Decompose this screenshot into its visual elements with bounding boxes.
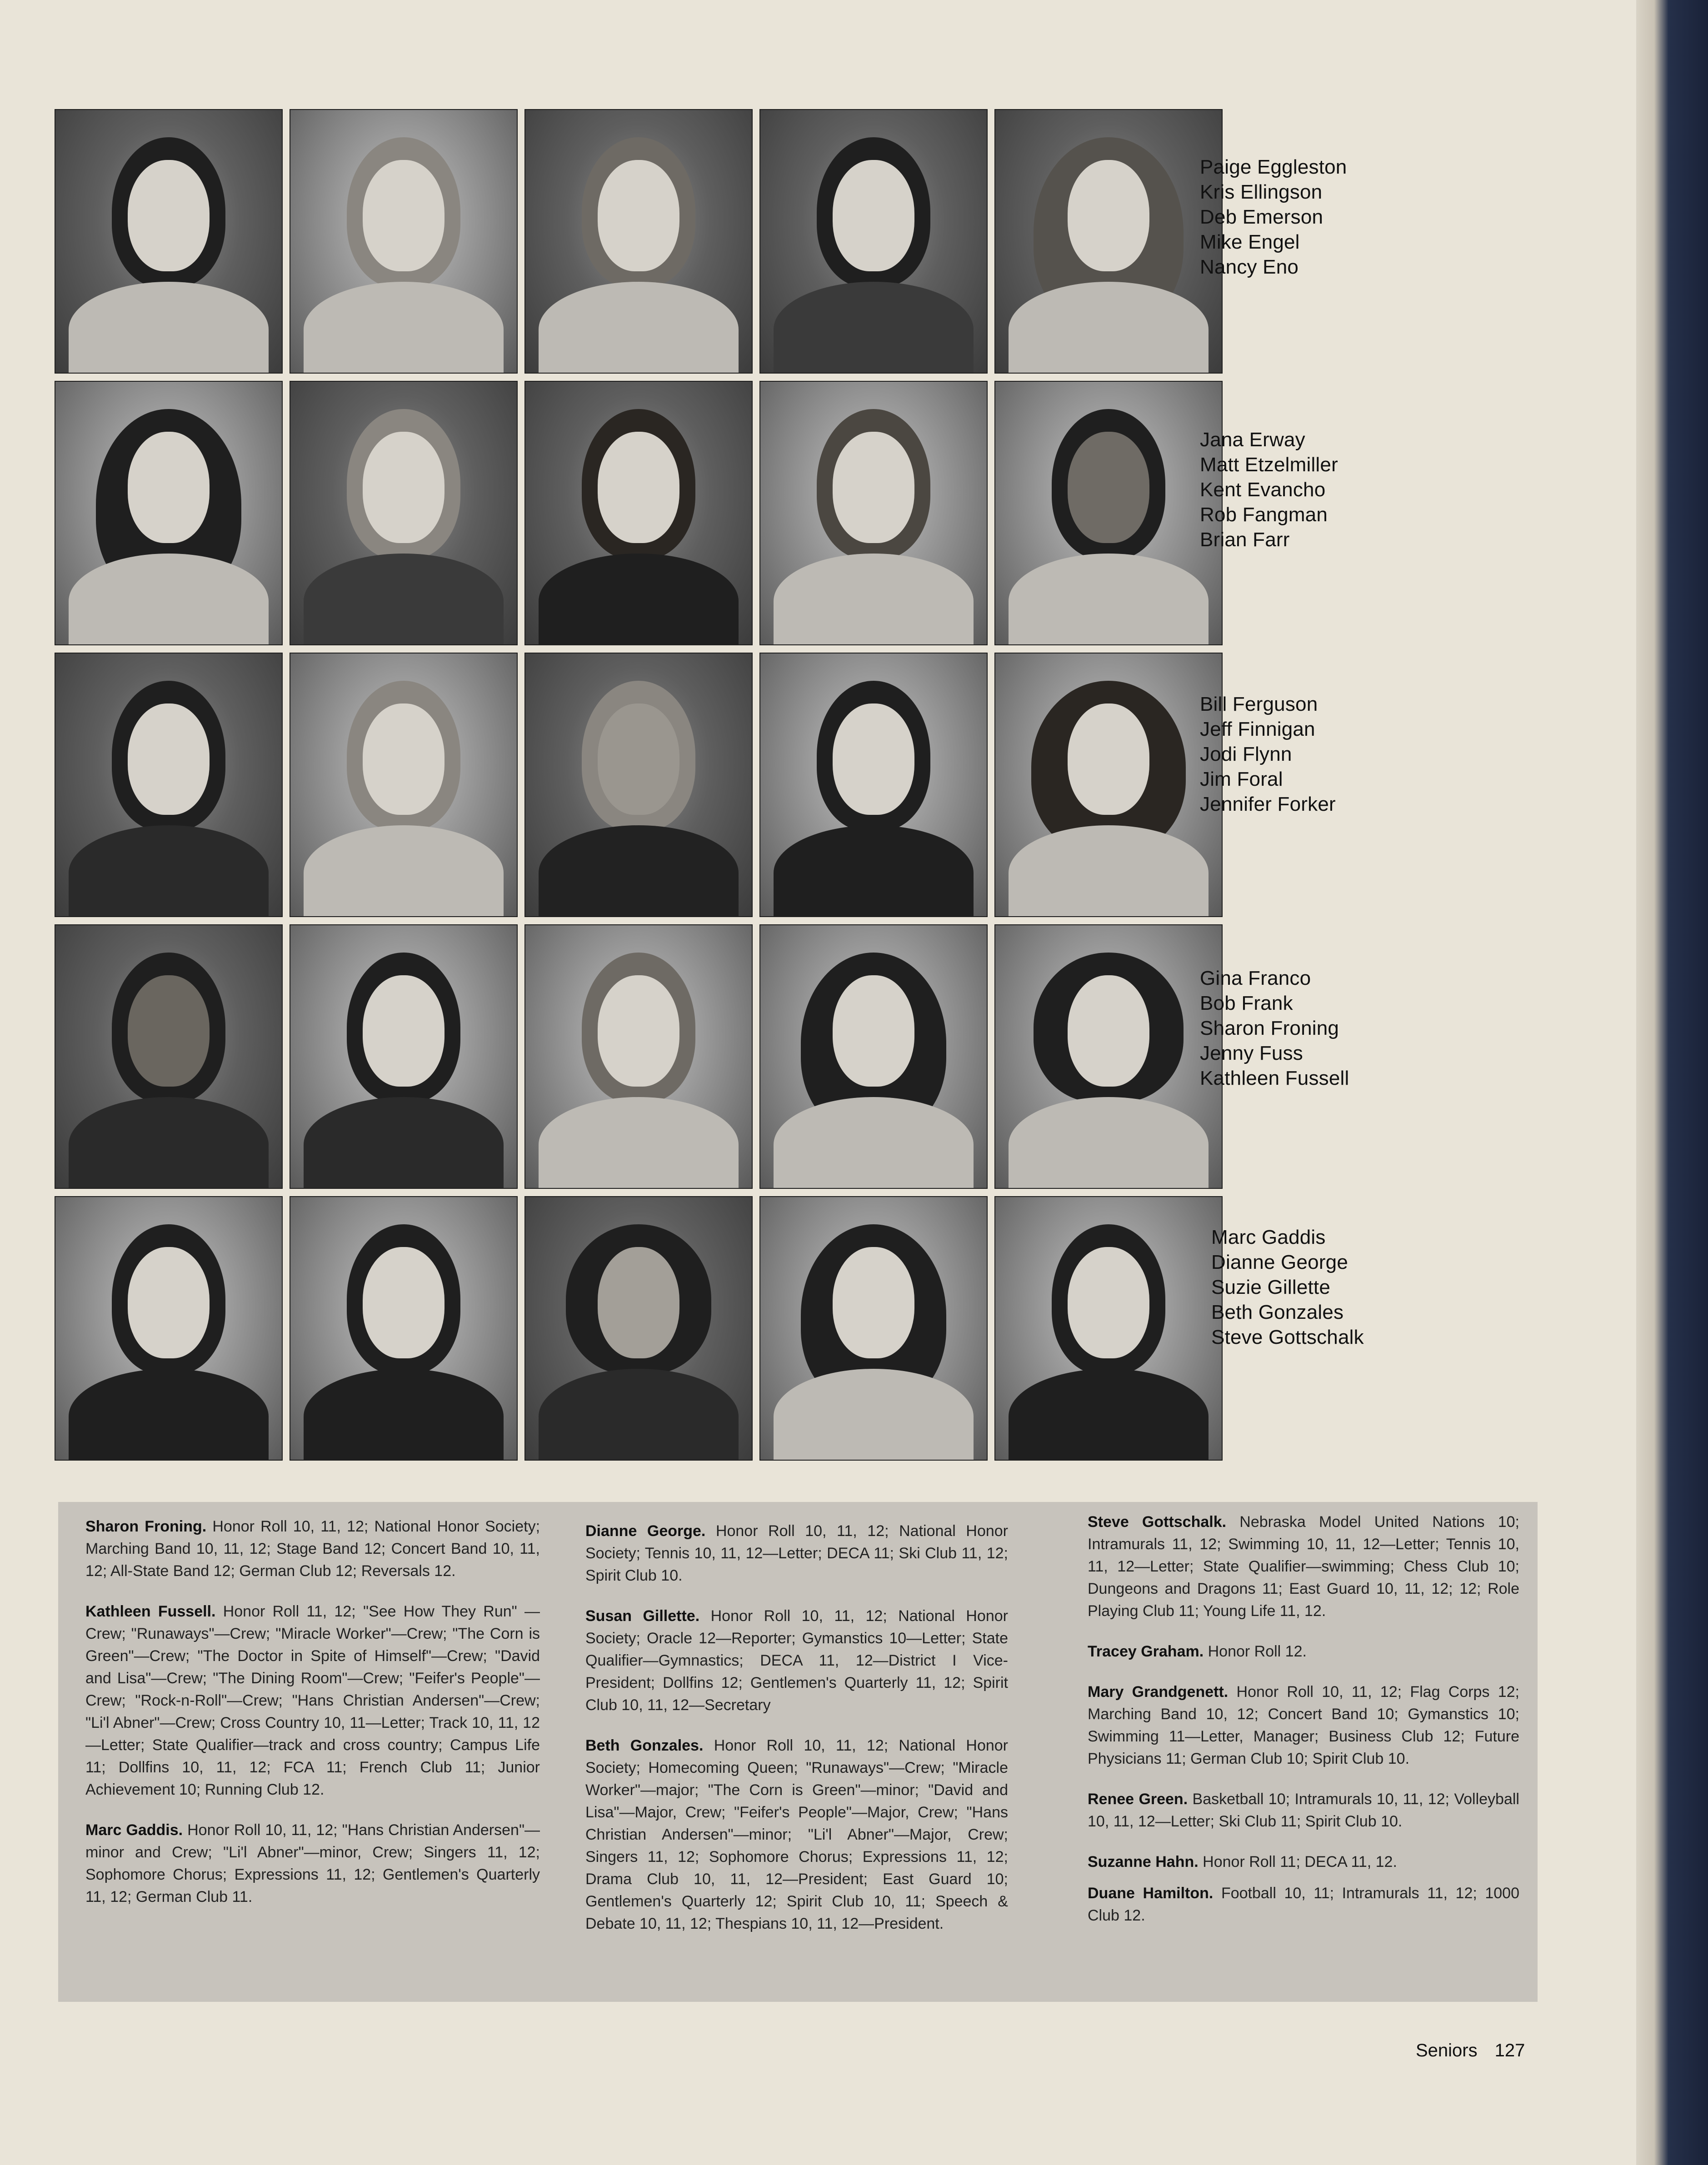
student-name: Kent Evancho [1200,479,1326,501]
bio-text: Honor Roll 10, 11, 12; National Honor Society; Tennis 10, 11, 12—Letter; DECA 11; Ski Club 11, 12; Spirit Club 10. [585,1522,1008,1584]
name-list [1200,692,1436,817]
student-name: Bill Ferguson [1200,693,1318,715]
name-list [1200,155,1436,279]
student-name: Marc Gaddis [1211,1226,1326,1248]
bio-entry [585,1605,1008,1716]
student-name: Gina Franco [1200,967,1311,989]
bio-entry [585,1735,1008,1935]
portrait-photo [524,653,753,917]
portrait-photo [759,653,988,917]
bio-text: Honor Roll 10, 11, 12; Flag Corps 12; Marching Band 10, 12; Concert Band 10; Gymanstics 10; Swimming 11—Letter, Manager; Business Club 12; Future Physicians 11; German Club 10; Spirit Club 10. [1088,1683,1520,1767]
portrait-row [55,109,1236,376]
bio-column [585,1520,1008,1953]
portrait-photo [759,924,988,1189]
student-name: Jodi Flynn [1200,743,1292,765]
bio-entry [1088,1788,1519,1833]
portrait-photo [524,924,753,1189]
bio-name: Marc Gaddis. [85,1821,183,1839]
portrait-photo [55,924,283,1189]
portrait-row [55,381,1236,648]
bio-name: Beth Gonzales. [585,1737,704,1754]
bio-entry [85,1516,540,1582]
portrait-photo [290,381,518,645]
student-name: Brian Farr [1200,529,1290,551]
bio-text: Honor Roll 10, 11, 12; National Honor Society; Oracle 12—Reporter; Gymanstics 10—Letter; State Qualifier—Gymnastics; DECA 11, 12—District I Vice-President; Dollfins 12; Gentlemen's Quarterly 11, 12; Spirit Club 10, 11, 12—Secretary [585,1607,1008,1714]
bio-name: Duane Hamilton. [1088,1885,1214,1902]
bio-text: Honor Roll 10, 11, 12; National Honor Society; Marching Band 10, 11, 12; Stage Band 12; Concert Band 10, 11, 12; All-State Band 12; German Club 12; Reversals 12. [85,1518,540,1580]
student-name: Sharon Froning [1200,1017,1339,1039]
bio-name: Susan Gillette. [585,1607,700,1625]
bio-name: Dianne George. [585,1522,706,1540]
bio-entry [585,1520,1008,1587]
section-label: Seniors [1416,2040,1478,2060]
portrait-photo [759,381,988,645]
student-name: Mike Engel [1200,231,1300,253]
bio-entry [85,1819,540,1908]
student-name: Jenny Fuss [1200,1042,1303,1064]
portrait-photo [524,381,753,645]
bio-entry [85,1601,540,1801]
portrait-photo [994,109,1223,374]
portrait-photo [55,381,283,645]
student-name: Jeff Finnigan [1200,718,1315,740]
portrait-row [55,653,1236,920]
student-name: Paige Eggleston [1200,156,1347,178]
bio-text: Nebraska Model United Nations 10; Intramurals 11, 12; Swimming 10, 11, 12—Letter; Tennis 10, 11, 12—Letter; State Qualifier—swimming; Chess Club 10; Dungeons and Dragons 11; East Guard 10, 11, 12; 12; Role Playing Club 11; Young Life 11, 12. [1088,1513,1519,1620]
bio-text: Honor Roll 12. [1208,1643,1307,1660]
bio-name: Mary Grandgenett. [1088,1683,1229,1701]
bio-name: Sharon Froning. [85,1518,207,1535]
portrait-photo [524,109,753,374]
portrait-photo [290,924,518,1189]
bio-name: Steve Gottschalk. [1088,1513,1227,1531]
bio-text: Honor Roll 10, 11, 12; "Hans Christian Andersen"—minor and Crew; "Li'l Abner"—minor, Crew; Singers 11, 12; Sophomore Chorus; Expressions 11, 12; Gentlemen's Quarterly 11, 12; German Club 11. [85,1821,540,1906]
portrait-photo [55,653,283,917]
bio-name: Tracey Graham. [1088,1643,1204,1660]
bio-column [85,1516,540,1926]
portrait-photo [290,653,518,917]
portrait-photo [994,1196,1223,1461]
page-footer [1416,2040,1525,2061]
student-name: Steve Gottschalk [1211,1326,1364,1348]
student-name: Kathleen Fussell [1200,1067,1349,1089]
page-number: 127 [1494,2040,1525,2060]
student-name: Jim Foral [1200,768,1283,790]
bio-text: Honor Roll 11, 12; "See How They Run" —Crew; "Runaways"—Crew; "Miracle Worker"—Crew; "The Corn is Green"—Crew; "The Doctor in Spite of Himself"—Crew; "David and Lisa"—Crew; "The Dining Room"—Crew; "Feifer's People"—Crew; "Rock-n-Roll"—Crew; "Hans Christian Andersen"—Crew; "Li'l Abner"—Crew; Cross Country 10, 11—Letter; Track 10, 11, 12—Letter; State Qualifier—track and cross country; Campus Life 11; Dollfins 10, 11, 12; FCA 11; French Club 11; Junior Achievement 10; Running Club 12. [85,1603,540,1798]
bio-text: Honor Roll 11; DECA 11, 12. [1203,1853,1397,1871]
portrait-photo [290,109,518,374]
student-name: Jennifer Forker [1200,793,1336,815]
student-name: Dianne George [1211,1251,1348,1273]
bio-name: Kathleen Fussell. [85,1603,216,1620]
student-name: Nancy Eno [1200,256,1299,278]
portrait-photo [994,381,1223,645]
portrait-photo [290,1196,518,1461]
bio-text: Basketball 10; Intramurals 10, 11, 12; Volleyball 10, 11, 12—Letter; Ski Club 11; Spirit Club 10. [1088,1791,1519,1830]
bio-entry [1088,1641,1519,1663]
student-name: Suzie Gillette [1211,1276,1331,1298]
bio-entry [1088,1882,1519,1927]
portrait-photo [994,653,1223,917]
name-list [1200,966,1436,1091]
bio-text: Honor Roll 10, 11, 12; National Honor Society; Homecoming Queen; "Runaways"—Crew; "Miracle Worker"—major; "The Corn is Green"—minor; "David and Lisa"—Major, Crew; "Feifer's People"—Major, Crew; "Hans Christian Andersen"—minor; "Li'l Abner"—Major, Crew; Singers 11, 12; Sophomore Chorus; Expressions 11, 12; Drama Club 10, 11, 12—President; East Guard 10; Gentlemen's Quarterly 12; Spirit Club 10, 11; Speech & Debate 10, 11, 12; Thespians 10, 11, 12—President. [585,1737,1008,1932]
name-list [1211,1225,1448,1350]
name-list [1200,427,1436,552]
portrait-photo [759,1196,988,1461]
bio-name: Suzanne Hahn. [1088,1853,1199,1871]
portrait-row [55,924,1236,1192]
student-name: Kris Ellingson [1200,181,1323,203]
bio-entry [1088,1851,1519,1873]
portrait-photo [994,924,1223,1189]
portrait-photo [55,109,283,374]
student-name: Deb Emerson [1200,206,1323,228]
student-name: Bob Frank [1200,992,1293,1014]
student-name: Matt Etzelmiller [1200,454,1338,476]
portrait-photo [759,109,988,374]
student-name: Beth Gonzales [1211,1301,1344,1323]
student-name: Jana Erway [1200,429,1305,451]
bio-entry [1088,1681,1519,1770]
book-spine-edge [1636,0,1708,2165]
portrait-photo [524,1196,753,1461]
portrait-photo [55,1196,283,1461]
student-name: Rob Fangman [1200,504,1328,526]
bio-text: Football 10, 11; Intramurals 11, 12; 1000 Club 12. [1088,1885,1520,1924]
senior-activities-panel [58,1502,1538,2002]
portrait-row [55,1196,1236,1463]
bio-column [1088,1511,1519,1945]
bio-name: Renee Green. [1088,1791,1188,1808]
bio-entry [1088,1511,1519,1622]
